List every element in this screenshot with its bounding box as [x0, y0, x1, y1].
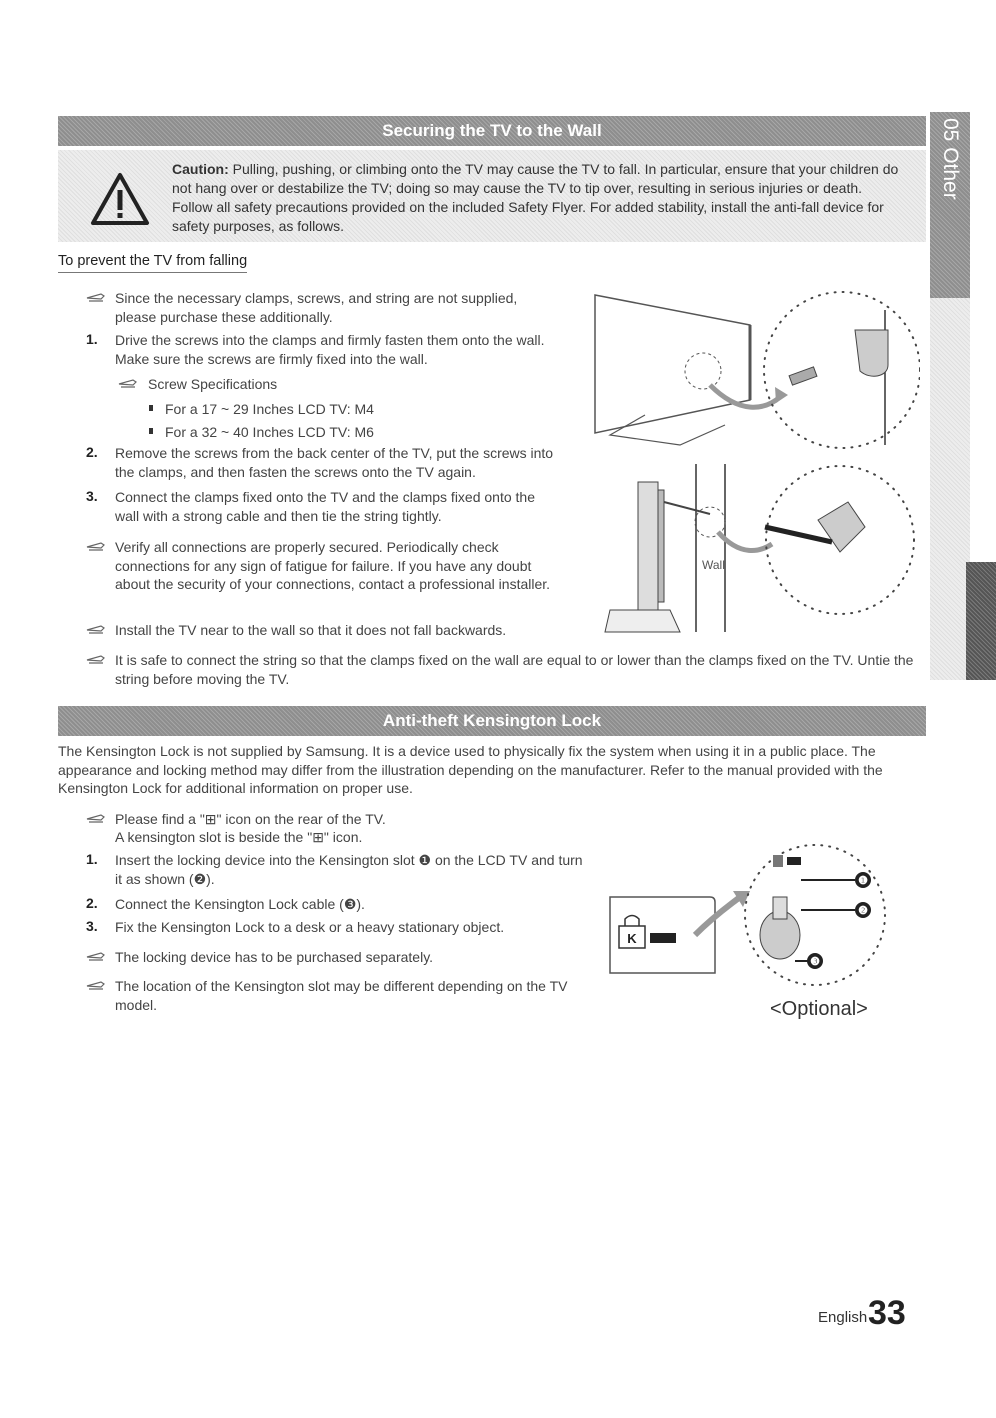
kensington-k-label: K: [627, 931, 637, 946]
caution-text: [172, 160, 902, 236]
step-number: 1.: [86, 331, 98, 347]
wall-label: Wall: [702, 558, 725, 572]
step-number: 2.: [86, 895, 98, 911]
section-title-wall: Securing the TV to the Wall: [58, 116, 926, 146]
screw-spec-title: Screw Specifications: [148, 376, 278, 392]
kensington-note-location: The location of the Kensington slot may be different depending on the TV model.: [115, 978, 568, 1013]
step-number: 3.: [86, 488, 98, 504]
spec-m4: For a 17 ~ 29 Inches LCD TV: M4: [165, 401, 374, 417]
note-pencil-icon: [86, 541, 106, 553]
caution-body: Pulling, pushing, or climbing onto the TV may cause the TV to fall. In particular, ensure that your children do not hang over or destabilize the TV; doing so may cause the TV to tip over, resulting in serious injuries or death. Follow all safety precautions provided on the included Safety Flyer. For added stability, install the anti-fall device for safety purposes, as follows.: [172, 161, 899, 234]
side-tab-marker: [966, 562, 996, 680]
step-1-text: Drive the screws into the clamps and firmly fasten them onto the wall. Make sure the screws are firmly fixed into the wall.: [115, 332, 545, 367]
note-install-near-wall: Install the TV near to the wall so that it does not fall backwards.: [115, 622, 507, 638]
note-pencil-icon: [86, 624, 106, 636]
bullet: [149, 428, 153, 434]
note-slot-beside-icon: A kensington slot is beside the "⊞" icon.: [115, 829, 363, 845]
note-pencil-icon: [118, 378, 138, 390]
warning-icon: [90, 172, 150, 226]
footer-language: English: [818, 1309, 868, 1326]
section-title-kensington: Anti-theft Kensington Lock: [58, 706, 926, 736]
step-number: 2.: [86, 444, 98, 460]
subheading-prevent-falling: To prevent the TV from falling: [58, 253, 247, 273]
kensington-step-3: Fix the Kensington Lock to a desk or a heavy stationary object.: [115, 919, 505, 935]
note-pencil-icon: [86, 654, 106, 666]
callout-3: ❸: [810, 956, 820, 968]
kensington-illustration: [605, 835, 895, 995]
step-number: 3.: [86, 918, 98, 934]
page-number: 33: [868, 1294, 906, 1332]
caution-label: Caution:: [172, 161, 229, 177]
step-number: 1.: [86, 851, 98, 867]
note-pencil-icon: [86, 951, 106, 963]
spec-m6: For a 32 ~ 40 Inches LCD TV: M6: [165, 424, 374, 440]
bullet: [149, 405, 153, 411]
step-2-text: Remove the screws from the back center of the TV, put the screws into the clamps, and then fasten the screws onto the TV again.: [115, 445, 554, 480]
step-3-text: Connect the clamps fixed onto the TV and the clamps fixed onto the wall with a strong cable and then tie the string tightly.: [115, 489, 535, 524]
side-tab-label: 05 Other: [939, 118, 962, 200]
tv-wall-string-illustration: [600, 462, 920, 637]
callout-1: ❶: [858, 875, 868, 887]
kensington-step-1: Insert the locking device into the Kensington slot ❶ on the LCD TV and turn it as shown (❷).: [115, 852, 583, 887]
note-string-safety: It is safe to connect the string so that the clamps fixed on the wall are equal to or lower than the clamps fixed on the TV. Untie the string before moving the TV.: [115, 652, 914, 687]
optional-label: <Optional>: [770, 998, 868, 1020]
tv-clamp-illustration: [590, 285, 920, 460]
callout-2: ❷: [858, 905, 868, 917]
note-pencil-icon: [86, 980, 106, 992]
kensington-step-2: Connect the Kensington Lock cable (❸).: [115, 896, 365, 912]
note-purchase: Since the necessary clamps, screws, and string are not supplied, please purchase these additionally.: [115, 290, 518, 325]
kensington-intro: The Kensington Lock is not supplied by Samsung. It is a device used to physically fix the system when using it in a public place. The appearance and locking method may differ from the illustration depending on the manufacturer. Refer to the manual provided with the Kensington Lock for additional information on proper use.: [58, 743, 883, 796]
note-verify-connections: Verify all connections are properly secured. Periodically check connections for any sign of fatigue for failure. If you have any doubt about the security of your connections, contact a professional installer.: [115, 539, 551, 592]
note-pencil-icon: [86, 292, 106, 304]
kensington-note-purchase: The locking device has to be purchased separately.: [115, 949, 434, 965]
note-find-icon: Please find a "⊞" icon on the rear of the TV.: [115, 811, 386, 827]
note-pencil-icon: [86, 813, 106, 825]
